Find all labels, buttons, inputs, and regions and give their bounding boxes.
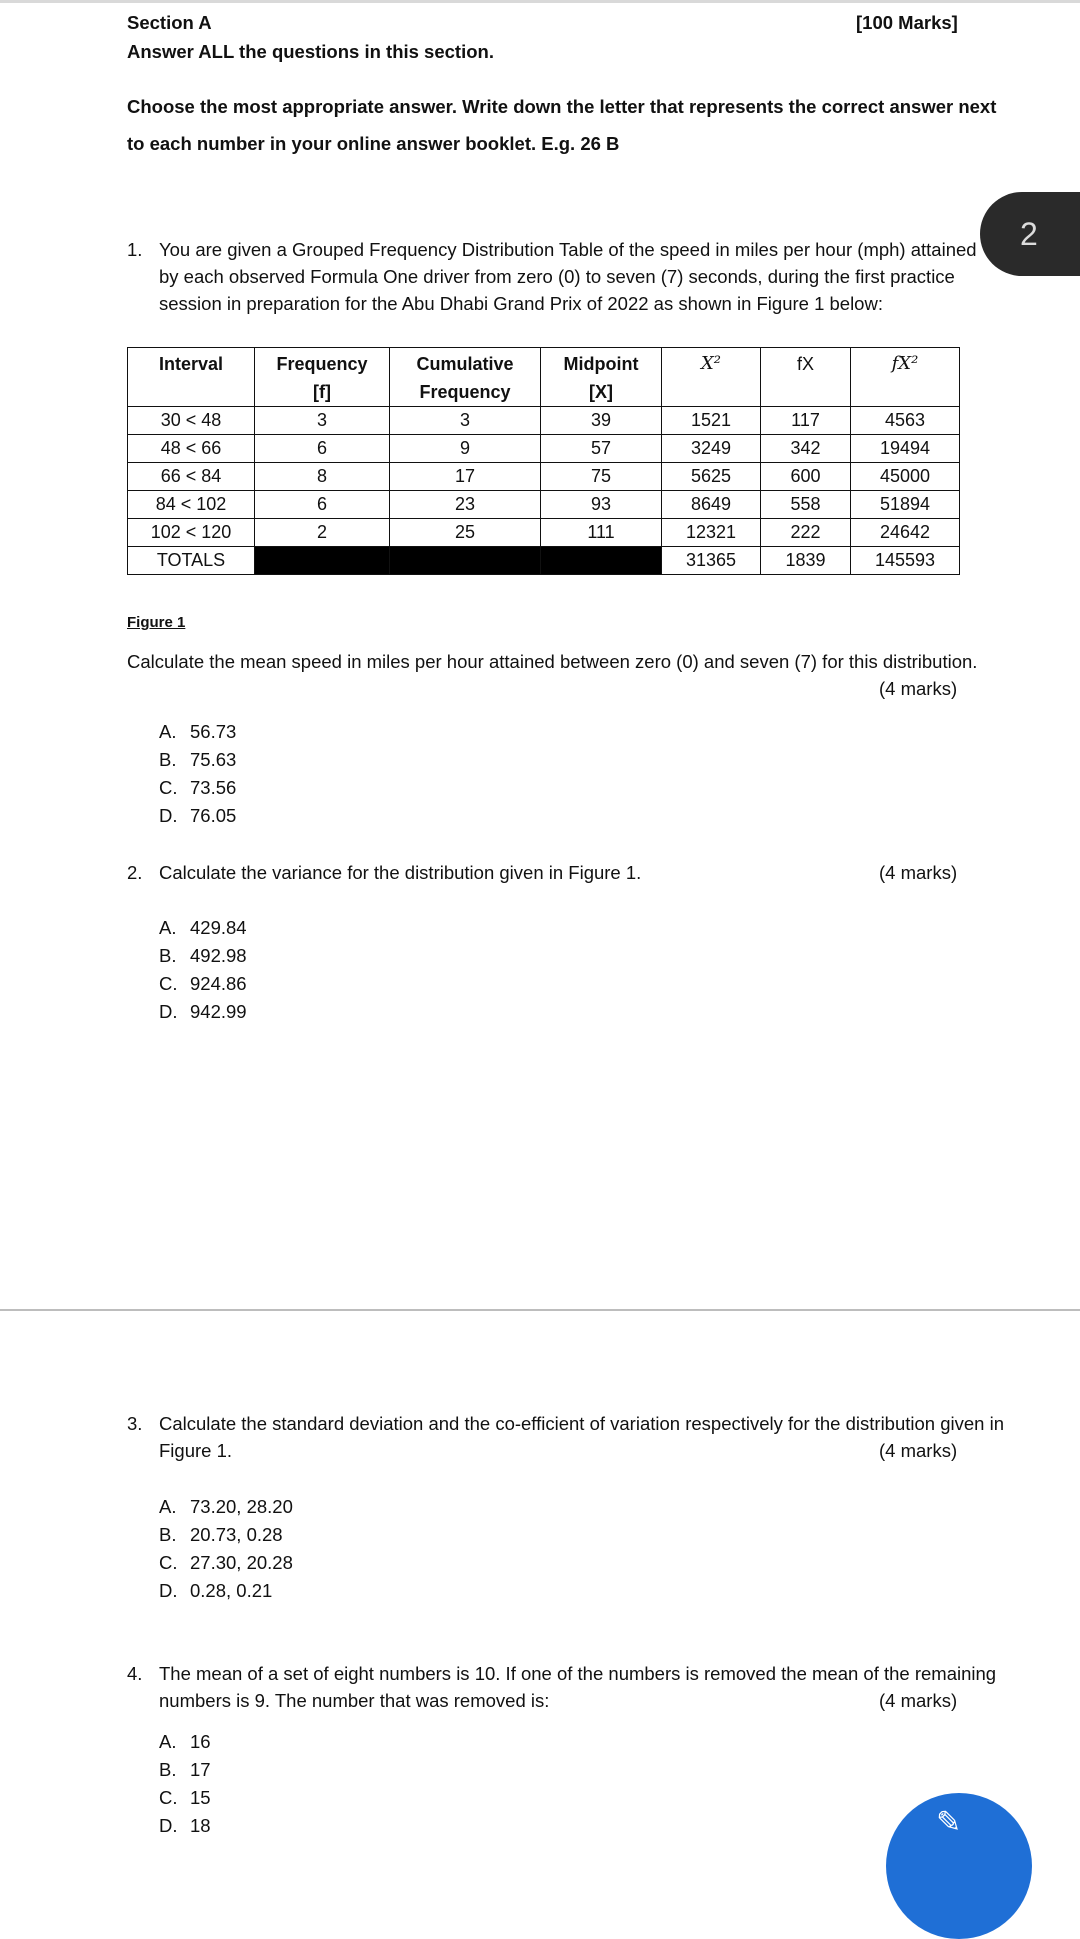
header-interval: Interval	[128, 348, 255, 407]
q2-option-d: D. 942.99	[159, 1001, 247, 1022]
cell-x-squared: 5625	[662, 463, 761, 491]
cell-x-squared: 1521	[662, 407, 761, 435]
q1-option-b: B. 75.63	[159, 749, 237, 770]
instruction-line-2: to each number in your online answer booklet. E.g. 26 B	[127, 133, 620, 154]
q3-text-line-1: Calculate the standard deviation and the co-efficient of variation respectively for the distribution given in	[159, 1413, 1004, 1434]
cell-x-squared: 12321	[662, 519, 761, 547]
cell-interval: 102 < 120	[128, 519, 255, 547]
top-border	[0, 0, 1080, 3]
q1-option-c: C. 73.56	[159, 777, 237, 798]
q3-number: 3.	[127, 1413, 143, 1434]
cell-x-squared: 3249	[662, 435, 761, 463]
table-totals-row	[128, 547, 960, 575]
header-fx-squared: fX²	[851, 348, 960, 407]
cell-interval: 84 < 102	[128, 491, 255, 519]
cell-total-fx-squared: 145593	[851, 547, 960, 575]
edit-pencil-icon: ✎	[936, 1806, 962, 1839]
cell-frequency: 2	[255, 519, 390, 547]
q1-number: 1.	[127, 239, 143, 260]
q2-marks: (4 marks)	[879, 862, 958, 883]
cell-interval: 66 < 84	[128, 463, 255, 491]
cell-interval: 48 < 66	[128, 435, 255, 463]
q3-option-b: B. 20.73, 0.28	[159, 1524, 283, 1545]
q4-option-b: B. 17	[159, 1759, 211, 1780]
cell-cumulative: 3	[390, 407, 541, 435]
figure-label: Figure 1	[127, 614, 186, 631]
section-title: Section A	[127, 12, 212, 33]
cell-frequency: 3	[255, 407, 390, 435]
cell-blacked-out	[541, 547, 662, 575]
header-fx: fX	[761, 348, 851, 407]
cell-midpoint: 75	[541, 463, 662, 491]
header-cumulative-frequency: Cumulative Frequency	[390, 348, 541, 407]
cell-midpoint: 93	[541, 491, 662, 519]
header-x-squared: X²	[662, 348, 761, 407]
frequency-distribution-table	[127, 347, 960, 575]
instruction-line-1: Choose the most appropriate answer. Write down the letter that represents the correct answer next	[127, 96, 997, 117]
cell-cumulative: 25	[390, 519, 541, 547]
cell-fx-squared: 4563	[851, 407, 960, 435]
cell-frequency: 6	[255, 491, 390, 519]
cell-midpoint: 111	[541, 519, 662, 547]
cell-fx: 600	[761, 463, 851, 491]
cell-cumulative: 17	[390, 463, 541, 491]
cell-fx-squared: 51894	[851, 491, 960, 519]
answer-all-instruction: Answer ALL the questions in this section.	[127, 41, 494, 62]
cell-interval: 30 < 48	[128, 407, 255, 435]
table-row	[128, 491, 960, 519]
table-row	[128, 435, 960, 463]
q1-marks: (4 marks)	[879, 678, 958, 699]
q4-marks: (4 marks)	[879, 1690, 958, 1711]
cell-total-fx: 1839	[761, 547, 851, 575]
header-midpoint: Midpoint [X]	[541, 348, 662, 407]
q3-marks: (4 marks)	[879, 1440, 958, 1461]
table-row	[128, 519, 960, 547]
cell-cumulative: 23	[390, 491, 541, 519]
cell-frequency: 6	[255, 435, 390, 463]
q4-text-line-2: numbers is 9. The number that was removed is:	[159, 1690, 550, 1711]
cell-blacked-out	[390, 547, 541, 575]
header-frequency: Frequency [f]	[255, 348, 390, 407]
cell-fx: 558	[761, 491, 851, 519]
q2-text: Calculate the variance for the distribution given in Figure 1.	[159, 862, 642, 883]
cell-blacked-out	[255, 547, 390, 575]
cell-totals-label: TOTALS	[128, 547, 255, 575]
cell-fx: 342	[761, 435, 851, 463]
total-marks: [100 Marks]	[856, 12, 958, 33]
q2-number: 2.	[127, 862, 143, 883]
cell-fx: 222	[761, 519, 851, 547]
q4-option-c: C. 15	[159, 1787, 211, 1808]
q3-option-a: A. 73.20, 28.20	[159, 1496, 293, 1517]
q3-text-line-2: Figure 1.	[159, 1440, 233, 1461]
q1-text-line-2: by each observed Formula One driver from zero (0) to seven (7) seconds, during the first practice	[159, 266, 955, 287]
page-divider	[0, 1309, 1080, 1311]
cell-midpoint: 39	[541, 407, 662, 435]
q1-option-a: A. 56.73	[159, 721, 237, 742]
cell-midpoint: 57	[541, 435, 662, 463]
q1-text-line-1: You are given a Grouped Frequency Distribution Table of the speed in miles per hour (mph) attained	[159, 239, 977, 260]
table-row	[128, 463, 960, 491]
edit-fab-button[interactable]	[886, 1793, 1032, 1939]
q1-prompt: Calculate the mean speed in miles per hour attained between zero (0) and seven (7) for this distribution.	[127, 651, 978, 672]
table-header-row	[128, 348, 960, 407]
q3-option-c: C. 27.30, 20.28	[159, 1552, 293, 1573]
cell-fx: 117	[761, 407, 851, 435]
q1-option-d: D. 76.05	[159, 805, 237, 826]
q1-text-line-3: session in preparation for the Abu Dhabi Grand Prix of 2022 as shown in Figure 1 below:	[159, 293, 883, 314]
cell-fx-squared: 19494	[851, 435, 960, 463]
cell-cumulative: 9	[390, 435, 541, 463]
q4-option-d: D. 18	[159, 1815, 211, 1836]
cell-frequency: 8	[255, 463, 390, 491]
table-row	[128, 407, 960, 435]
q2-option-b: B. 492.98	[159, 945, 247, 966]
q2-option-a: A. 429.84	[159, 917, 247, 938]
q4-number: 4.	[127, 1663, 143, 1684]
q3-option-d: D. 0.28, 0.21	[159, 1580, 273, 1601]
cell-total-x-squared: 31365	[662, 547, 761, 575]
cell-fx-squared: 24642	[851, 519, 960, 547]
cell-x-squared: 8649	[662, 491, 761, 519]
q4-option-a: A. 16	[159, 1731, 211, 1752]
cell-fx-squared: 45000	[851, 463, 960, 491]
q4-text-line-1: The mean of a set of eight numbers is 10. If one of the numbers is removed the mean of the remaining	[159, 1663, 997, 1684]
q2-option-c: C. 924.86	[159, 973, 247, 994]
page-number-badge: 2	[980, 192, 1080, 276]
